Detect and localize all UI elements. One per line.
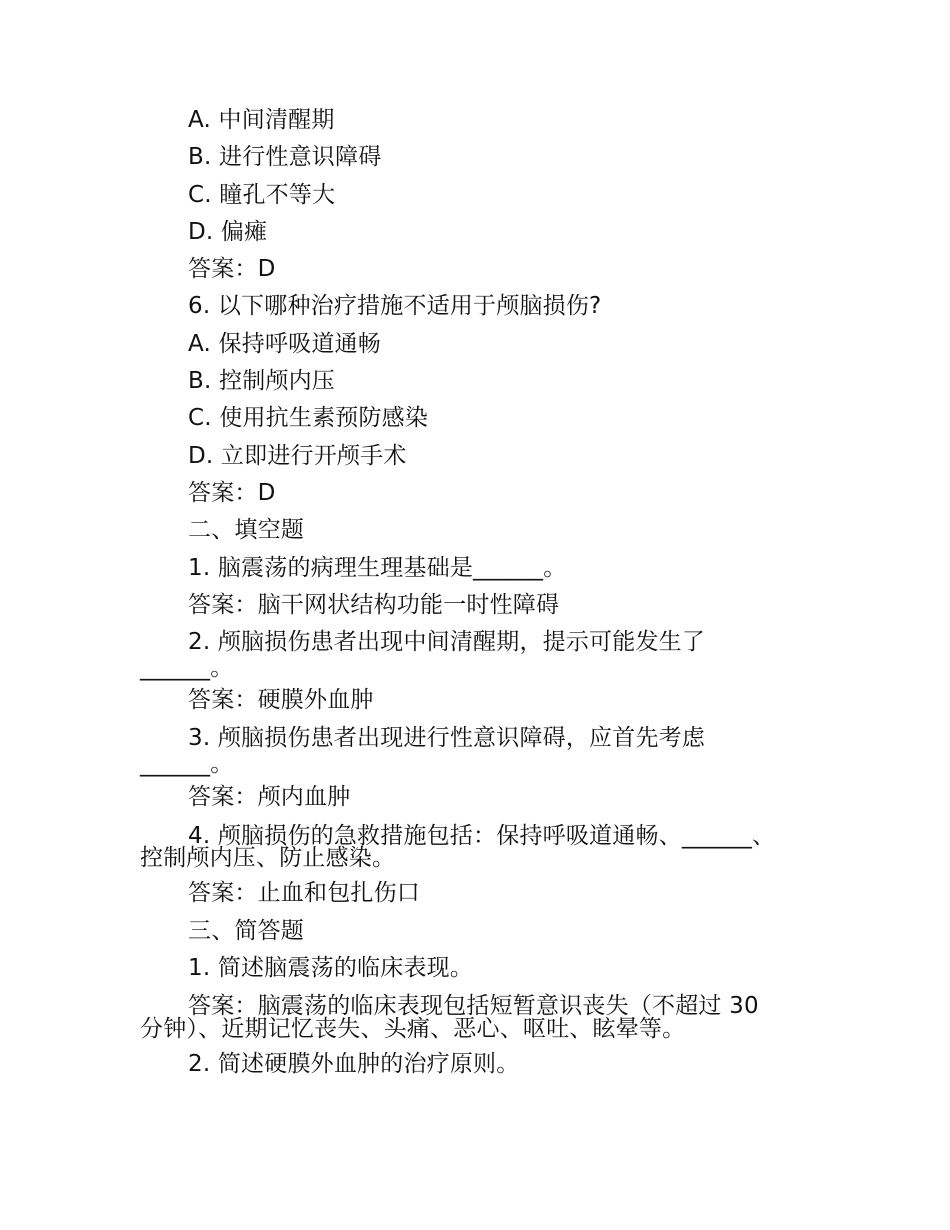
option-a-text: A. 中间清醒期	[188, 107, 335, 133]
question-text-continued: 控制颅内压、防止感染。	[140, 845, 396, 871]
answer-text: 答案：止血和包扎伤口	[188, 880, 420, 906]
question-text: 3. 颅脑损伤患者出现进行性意识障碍，应首先考虑	[188, 725, 706, 751]
option-c-text: C. 瞳孔不等大	[188, 182, 336, 208]
question-text-continued: ______。	[140, 751, 234, 777]
option-b-text: B. 进行性意识障碍	[188, 144, 382, 170]
answer-text: 答案：脑震荡的临床表现包括短暂意识丧失（不超过 30	[188, 993, 759, 1019]
question-text: 2. 颅脑损伤患者出现中间清醒期，提示可能发生了	[188, 629, 706, 655]
question-text: 2. 简述硬膜外血肿的治疗原则。	[188, 1051, 520, 1077]
section-heading: 二、填空题	[188, 517, 304, 543]
option-b-text: B. 控制颅内压	[188, 368, 336, 394]
answer-text: 答案：D	[188, 480, 276, 506]
option-d-text: D. 偏瘫	[188, 219, 268, 245]
question-text: 1. 简述脑震荡的临床表现。	[188, 955, 474, 981]
question-text: 6. 以下哪种治疗措施不适用于颅脑损伤?	[188, 293, 602, 319]
option-d-text: D. 立即进行开颅手术	[188, 443, 407, 469]
answer-text: 答案：硬膜外血肿	[188, 687, 374, 713]
answer-text: 答案：D	[188, 256, 276, 282]
question-text: 1. 脑震荡的病理生理基础是______。	[188, 555, 567, 581]
option-c-text: C. 使用抗生素预防感染	[188, 405, 429, 431]
answer-text: 答案：脑干网状结构功能一时性障碍	[188, 592, 560, 618]
question-text: 4. 颅脑损伤的急救措施包括：保持呼吸道通畅、______、	[188, 823, 776, 849]
option-a-text: A. 保持呼吸道通畅	[188, 331, 381, 357]
question-text-continued: ______。	[140, 655, 234, 681]
answer-text: 答案：颅内血肿	[188, 784, 351, 810]
section-heading: 三、简答题	[188, 918, 304, 944]
answer-text-continued: 分钟）、近期记忆丧失、头痛、恶心、呕吐、眩晕等。	[140, 1016, 686, 1042]
